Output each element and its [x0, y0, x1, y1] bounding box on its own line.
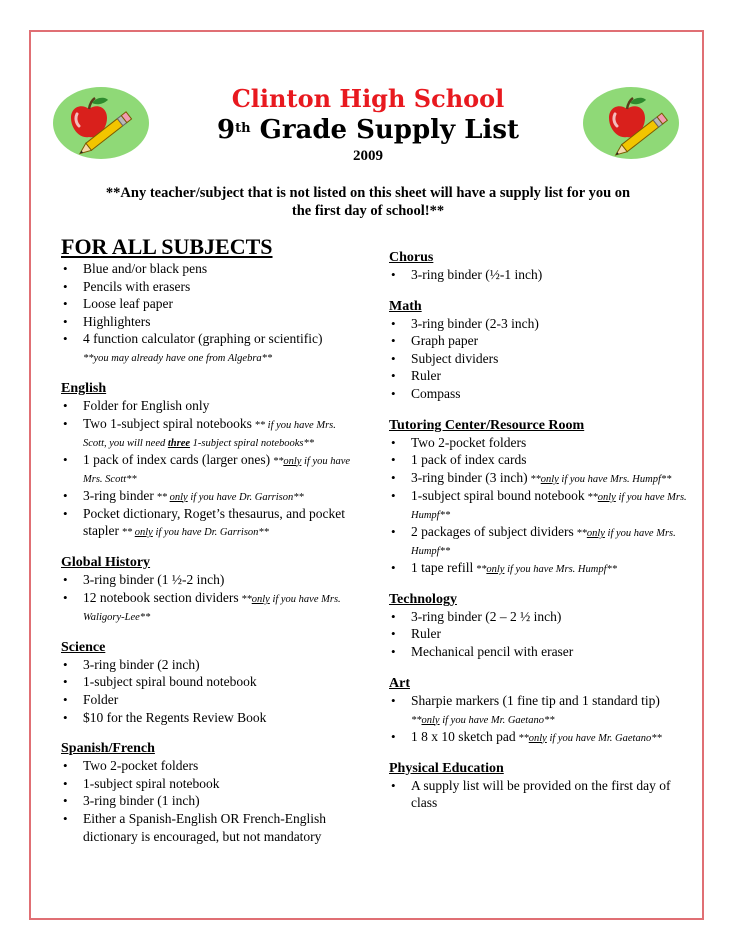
item-text: Sharpie markers (1 fine tip and 1 standard tip)	[411, 692, 660, 708]
list-item	[61, 330, 361, 366]
list-title	[150, 114, 586, 146]
global-history-list	[61, 571, 361, 625]
list-item	[61, 589, 361, 625]
item-note: ** only if you have Dr. Garrison**	[153, 491, 304, 503]
item-note: ** only if you have Dr. Garrison**	[119, 527, 269, 539]
item-text: 1 pack of index cards (larger ones)	[83, 451, 271, 467]
spanish-french-heading: Spanish/French	[61, 741, 155, 757]
item-text: 1 8 x 10 sketch pad	[411, 728, 516, 744]
grade-suffix: th	[235, 121, 251, 136]
item-text: 12 notebook section dividers	[83, 589, 239, 605]
list-item: • Mechanical pencil with eraser	[389, 643, 689, 661]
list-item: • Two 2-pocket folders	[389, 434, 689, 452]
art-heading: Art	[389, 675, 410, 691]
item-note: **only if you have Mrs. Humpf**	[411, 527, 676, 557]
science-list	[61, 656, 361, 726]
list-item: • 3-ring binder (2-3 inch)	[389, 315, 689, 333]
art-list	[389, 692, 689, 746]
list-item: • 1 pack of index cards	[389, 451, 689, 469]
list-item: • 3-ring binder (1 ½-2 inch)	[61, 571, 361, 589]
list-item	[389, 469, 689, 487]
all-subjects-list	[61, 260, 361, 366]
list-item: • Compass	[389, 385, 689, 403]
technology-heading: Technology	[389, 591, 457, 607]
math-heading: Math	[389, 298, 422, 314]
tutoring-list	[389, 434, 689, 577]
item-text: 2 packages of subject dividers	[411, 523, 574, 539]
list-item: • Ruler	[389, 367, 689, 385]
item-note: **only if you have Mrs. Humpf**	[473, 563, 618, 575]
english-list	[61, 397, 361, 540]
item-note: **only if you have Mr. Gaetano**	[411, 714, 555, 726]
right-column	[389, 249, 689, 812]
item-note: **only if you have Mrs. Waligory-Lee**	[83, 593, 341, 623]
item-text: 4 function calculator (graphing or scientific)	[83, 331, 323, 347]
item-text: 1-subject spiral bound notebook	[411, 487, 585, 503]
list-item: • 3-ring binder (2 inch)	[61, 656, 361, 674]
apple-pencil-icon	[583, 87, 679, 159]
item-text: 1 tape refill	[411, 559, 474, 575]
list-item	[389, 559, 689, 577]
item-note: **only if you have Mrs. Scott**	[83, 455, 351, 485]
list-item	[389, 692, 689, 728]
list-item	[61, 451, 361, 487]
list-item: • 3-ring binder (1 inch)	[61, 792, 361, 810]
chorus-heading: Chorus	[389, 250, 434, 265]
technology-list	[389, 608, 689, 661]
list-item: • Pencils with erasers	[61, 278, 361, 296]
math-list	[389, 315, 689, 403]
item-note: ** if you have Mrs. Scott, you will need three 1-subject spiral notebooks**	[83, 419, 336, 449]
list-item: • Either a Spanish-English OR French-English dictionary is encouraged, but not mandatory	[61, 810, 361, 845]
list-item	[61, 487, 361, 505]
list-item	[389, 487, 689, 523]
year: 2009	[353, 148, 383, 164]
english-heading: English	[61, 380, 107, 396]
list-item: • 3-ring binder (½-1 inch)	[389, 266, 689, 284]
spanish-french-list	[61, 757, 361, 845]
list-item: • Subject dividers	[389, 350, 689, 368]
tutoring-heading: Tutoring Center/Resource Room	[389, 417, 585, 433]
list-item: • Folder for English only	[61, 397, 361, 415]
list-item: • A supply list will be provided on the first day of class	[389, 777, 689, 812]
global-history-heading: Global History	[61, 555, 151, 571]
left-column	[61, 234, 361, 845]
list-item: • Ruler	[389, 625, 689, 643]
list-item	[389, 728, 689, 746]
list-item	[389, 523, 689, 559]
school-title: Clinton High School	[231, 84, 505, 113]
item-note: **you may already have one from Algebra**	[83, 352, 273, 364]
notice: **Any teacher/subject that is not listed on this sheet will have a supply list for you on the first day of school!**	[105, 185, 631, 219]
item-text: 3-ring binder (3 inch)	[411, 469, 528, 485]
list-item: • Two 2-pocket folders	[61, 757, 361, 775]
item-text: Two 1-subject spiral notebooks	[83, 415, 252, 431]
apple-pencil-icon	[53, 87, 149, 159]
item-note: **only if you have Mrs. Humpf**	[527, 473, 672, 485]
list-item: • $10 for the Regents Review Book	[61, 709, 361, 727]
list-item: • Blue and/or black pens	[61, 260, 361, 278]
list-item: • 3-ring binder (2 – 2 ½ inch)	[389, 608, 689, 626]
list-item: • 1-subject spiral notebook	[61, 775, 361, 793]
pe-heading: Physical Education	[389, 760, 504, 776]
chorus-list	[389, 266, 689, 284]
all-subjects-heading: FOR ALL SUBJECTS	[61, 234, 273, 259]
list-item: • Folder	[61, 691, 361, 709]
grade-number: 9	[216, 115, 236, 145]
item-text: Pocket dictionary, Roget’s thesaurus, and pocket stapler	[83, 505, 345, 539]
pe-list	[389, 777, 689, 812]
list-item	[61, 505, 361, 541]
list-item: • 1-subject spiral bound notebook	[61, 673, 361, 691]
science-heading: Science	[61, 639, 106, 655]
item-note: **only if you have Mr. Gaetano**	[515, 732, 662, 744]
item-text: 3-ring binder	[83, 487, 154, 503]
list-item: • Graph paper	[389, 332, 689, 350]
list-title-text: Grade Supply List	[259, 115, 520, 145]
list-item: • Loose leaf paper	[61, 295, 361, 313]
list-item	[61, 415, 361, 451]
list-item: • Highlighters	[61, 313, 361, 331]
item-note: **only if you have Mrs. Humpf**	[411, 491, 687, 521]
